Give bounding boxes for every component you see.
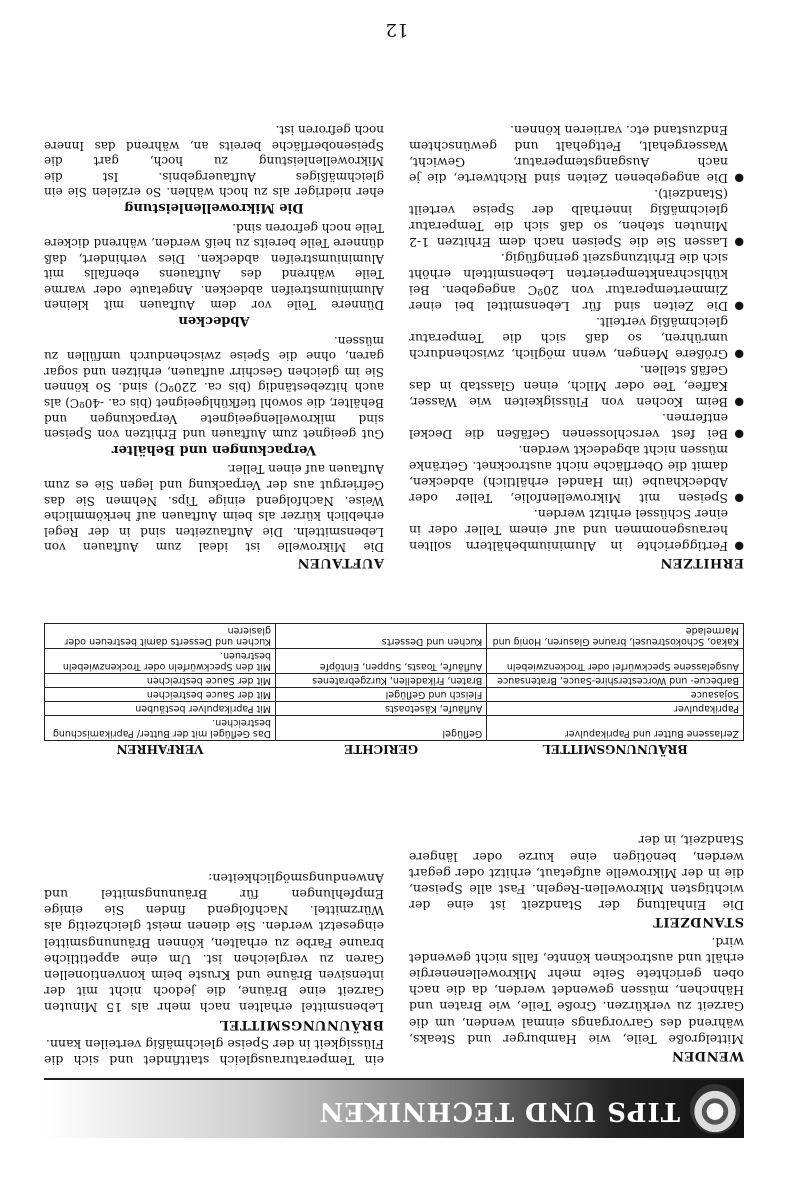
table-cell: Kuchen und Desserts xyxy=(276,624,487,649)
table-cell: Kuchen und Desserts damit bestreuen oder glasieren xyxy=(45,624,276,649)
leistung-text: eher niedriger als zu hoch wählen. So erzielen Sie ein gleichmäßiges Auftauergebnis. Ist die Mikrowellenleistung zu hoch, gart die Speisenoberfläche bereits an, während das Innere noch gefroren ist. xyxy=(44,122,384,200)
list-item: ● Fertiggerichte in Aluminiumbehältern sollten herausgenommen und auf einem Teller oder in einer Schüssel erhitzt werden. xyxy=(409,506,728,554)
list-item: ● Speisen mit Mikrowellenfolie, Teller oder Abdeckhaube (im Handel erhältlich) abdecken, damit die Oberfläche nicht austrocknet. Getränke müssen nicht abgedeckt werden. xyxy=(409,442,728,506)
table-cell: Aufläufe, Käsetoasts xyxy=(276,702,487,716)
table-header-row xyxy=(45,741,744,757)
list-item: ● Größere Mengen, wenn möglich, zwischendurch umrühren, so daß sich die Temperatur gleichmäßig verteilt. xyxy=(409,314,728,362)
braeunung-text: Lebensmittel erhalten nach mehr als 15 Minuten Garzeit eine Bräune, die jedoch nicht mit der intensiven Bräune und Kruste beim konventionellen Garen zu vergleichen ist. Um eine appetitliche braune Farbe zu erhalten, können Bräunungsmittel eingesetzt werden. Sie dienen meist gleichzeitig als Würzmittel. Nachfolgend finden Sie einige Empfehlungen für Bräunungsmittel und Anwendungsmöglichkeiten: xyxy=(44,870,384,1016)
table-cell: Mit der Sauce bestreichen xyxy=(45,688,276,702)
abdecken-heading: Abdecken xyxy=(178,313,250,329)
table-cell: Geflügel xyxy=(276,716,487,741)
erhitzen-list xyxy=(409,122,744,554)
table-cell: Mit der Sauce bestreichen xyxy=(45,674,276,688)
left-column-bottom xyxy=(409,122,744,570)
right-column-top xyxy=(44,870,384,1068)
standzeit-text: Die Einhaltung der Standzeit ist eine der wichtigsten Mikrowellen-Regeln. Fast alle Speisen, die in der Mikrowelle aufgetaut, erhitzt oder gegart werden, benötigen eine kurze oder längere Standzeit, in der xyxy=(409,833,744,914)
standzeit-heading: STANDZEIT xyxy=(652,914,744,930)
list-item: ● Lassen Sie die Speisen nach dem Erhitzen 1-2 Minuten stehen, so daß sich die Temperatur gleichmäßig innerhalb der Speise verteilt (Standzeit). xyxy=(409,186,728,250)
right-column-bottom xyxy=(44,121,384,570)
table-cell: Barbecue- und Worcestershire-Sauce, Bratensauce xyxy=(487,674,744,688)
table-cell: Aufläufe, Toasts, Suppen, Eintöpfe xyxy=(276,649,487,674)
table-row xyxy=(45,688,744,702)
table-cell: Ausgelassene Speckwürfel oder Trockenzwiebeln xyxy=(487,649,744,674)
browning-table xyxy=(44,623,744,756)
table-row xyxy=(45,649,744,674)
section-banner xyxy=(44,1078,744,1138)
table-header: GERICHTE xyxy=(344,742,419,756)
table-header: VERFAHREN xyxy=(116,742,204,756)
leistung-heading: Die Mikrowellenleistung xyxy=(124,199,304,215)
table-cell: Mit Paprikapulver bestäuben xyxy=(45,702,276,716)
table-cell: Fleisch und Geflügel xyxy=(276,688,487,702)
table-cell: Sojasauce xyxy=(487,688,744,702)
table-cell: Kakao, Schokostreusel, braune Glasuren, Honig und Marmelade xyxy=(487,624,744,649)
table-cell: Paprikapulver xyxy=(487,702,744,716)
table-row xyxy=(45,674,744,688)
standzeit-continued: ein Temperaturausgleich stattfindet und sich die Flüssigkeit in der Speise gleichmäßig verteilen kann. xyxy=(44,1036,384,1068)
page-number: 12 xyxy=(385,19,409,40)
list-item: ● Bei fest verschlossenen Gefäßen die Deckel entfernen. xyxy=(409,410,728,442)
erhitzen-heading: ERHITZEN xyxy=(659,555,744,570)
left-column-top xyxy=(409,832,744,1063)
chef-logo-icon xyxy=(690,1084,740,1134)
wenden-heading: WENDEN xyxy=(671,1048,744,1063)
table-cell: Mit den Speckwürfeln oder Trockenzwiebeln bestreuen. xyxy=(45,649,276,674)
table-row xyxy=(45,624,744,649)
table-cell: Das Geflügel mit der Butter/ Paprikamischung bestreichen. xyxy=(45,716,276,741)
table-row xyxy=(45,702,744,716)
auftauen-heading: AUFTAUEN xyxy=(297,555,384,570)
list-item: ● Beim Kochen von Flüssigkeiten wie Wasser, Kaffee, Tee oder Milch, einen Glasstab in das Gefäß stellen. xyxy=(409,362,728,410)
table-cell: Braten, Frikadellen, Kurzgebratenes xyxy=(276,674,487,688)
verpackungen-heading: Verpackungen und Behälter xyxy=(111,441,317,457)
table-header: BRÄUNUNGSMITTEL xyxy=(542,742,688,756)
auftauen-text: Die Mikrowelle ist ideal zum Auftauen von Lebensmitteln. Die Auftauzeiten sind in der Regel erheblich kürzer als beim Auftauen auf herkömmliche Weise. Nachfolgend einige Tips. Nehmen Sie das Gefriergut aus der Verpackung und legen Sie es zum Auftauen auf einen Teller. xyxy=(44,462,384,555)
table-row xyxy=(45,716,744,741)
braeunung-heading: BRÄUNUNGSMITTEL xyxy=(219,1016,384,1032)
banner-title: TIPS UND TECHNIKEN xyxy=(318,1096,680,1126)
list-item: ● Die Zeiten sind für Lebensmittel bei einer Zimmertemperatur von 20ºC angegeben. Bei kühlschranktemperierten Lebensmitteln erhöht sich die Erhitzungszeit geringfügig. xyxy=(409,250,728,314)
table-cell: Zerlassene Butter und Paprikapulver xyxy=(487,716,744,741)
abdecken-text: Dünnere Teile vor dem Auftauen mit kleinen Aluminiumstreifen abdecken. Angetaute oder warme Teile während des Auftauens ebenfalls mit Aluminiumstreifen abdecken. Dies verhindert, daß dünnere Teile bereits zu heiß werden, während dickere Teile noch gefroren sind. xyxy=(44,220,384,313)
wenden-text: Mittelgroße Teile, wie Hamburger und Steaks, während des Garvorgangs einmal wenden, um die Garzeit zu verkürzen. Große Teile, wie Braten und Hähnchen, müssen gewendet werden, da die nach oben gerichtete Seite mehr Mikrowellenenergie erhält und austrocknen könnte, falls nicht gewendet wird. xyxy=(409,934,744,1047)
verpackungen-text: Gut geeignet zum Auftauen und Erhitzen von Speisen sind mikrowellengeeignete Verpackungen und Behälter, die sowohl tiefkühlgeeignet (bis ca. -40ºC) als auch hitzebeständig (bis ca. 220ºC) sind. So können Sie im gleichen Geschirr auftauen, erhitzen und sogar garen, ohne die Speise zwischendurch umfüllen zu müssen. xyxy=(44,333,384,442)
list-item: ● Die angegebenen Zeiten sind Richtwerte, die je nach Ausgangstemperatur, Gewicht, Wassergehalt, Fettgehalt und gewünschtem Endzustand etc. variieren können. xyxy=(409,122,728,186)
